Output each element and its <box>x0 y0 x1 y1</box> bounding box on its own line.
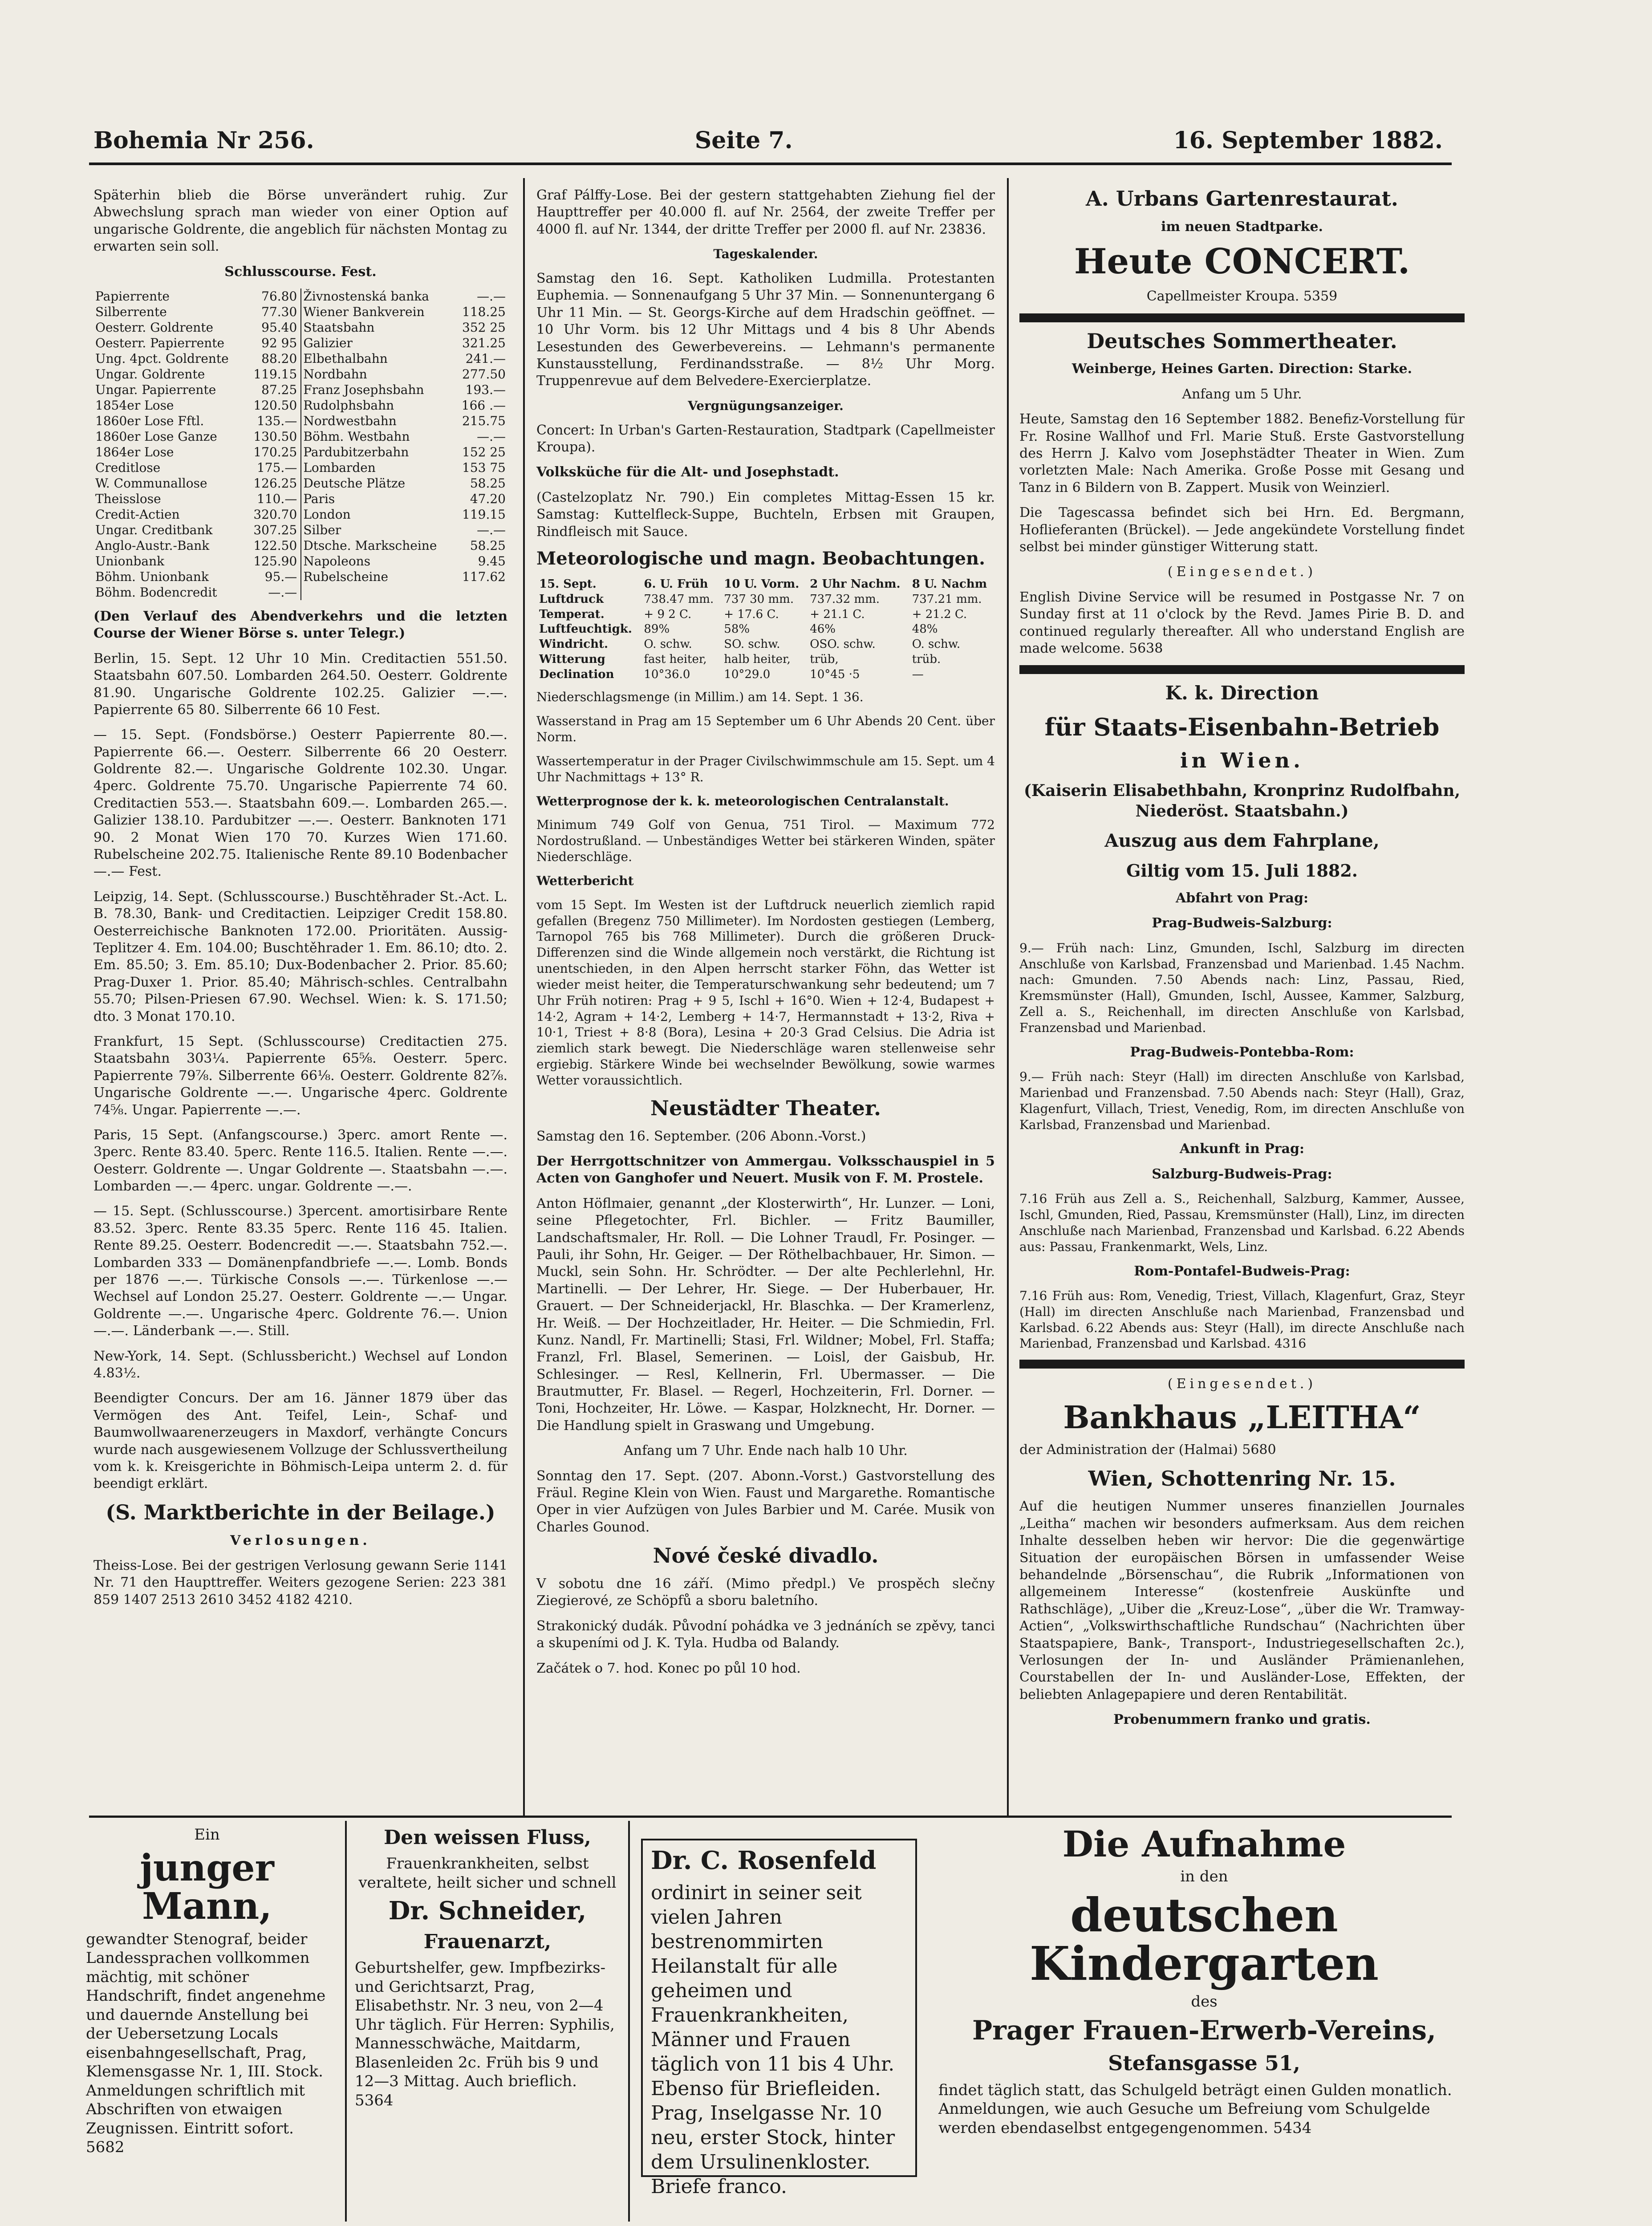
kurs-value: 87.25 <box>246 382 301 398</box>
kurs-value: 241.— <box>465 351 506 366</box>
kurs-row <box>93 460 507 475</box>
report-paris-2: — 15. Sept. (Schlusscourse.) 3percent. amortisirbare Rente 83.52. 3perc. Rente 83.35 5perc. Rente 116 45. Italien. Rente 89.25. Oesterr. Bodencredit —.—. Staatsbahn 752.—. Lombarden 333 — Domänenpfandbriefe —.—. Lomb. Bonds per 1876 —.—. Türkische Consols —.—. Türkenlose —.— Wechsel auf London 25.27. Oesterr. Goldrente —.— Ungar. Goldrente —.—. Ungarische 4perc. Goldrente 76.—. Union —.—. Länderbank —.—. Still. <box>93 1203 507 1339</box>
meteo-cell: Windricht. <box>539 638 609 651</box>
kk-route-2-times: 9.— Früh nach: Steyr (Hall) im directen Anschluße von Karlsbad, Marienbad und Franzensbad. 7.50 Abends nach: Steyr (Hall), Graz, Klagenfurt, Villach, Triest, Venedig, Rom, im directen Anschluße von Karlsbad, Franzensbad und Marienbad. <box>1019 1069 1465 1132</box>
kurs-value: 119.15 <box>246 366 301 382</box>
kurs-value: 126.25 <box>246 475 301 491</box>
kurs-value <box>455 585 507 600</box>
kk-ankunft: Ankunft in Prag: <box>1179 1141 1305 1157</box>
kurs-name: 1864er Lose <box>95 444 174 459</box>
boerse-intro: Späterhin blieb die Börse unverändert ruhig. Zur Abwechslung sprach man wieder von einer Option auf ungarische Goldrente, die angeblich für nächsten Montag zu erwarten sein soll. <box>93 187 507 255</box>
kurs-row <box>93 335 507 351</box>
ad-kindergarten <box>930 1821 1478 2222</box>
meteo-header-cell: 10 U. Vorm. <box>724 577 800 591</box>
meteo-row <box>536 622 995 637</box>
kurs-name: Anglo-Austr.-Bank <box>95 538 210 553</box>
ad4-headline: Die Aufnahme <box>1062 1823 1346 1865</box>
kurs-name: Silber <box>303 522 341 537</box>
kk-route-1: Prag-Budweis-Salzburg: <box>1152 915 1332 931</box>
urban-subtitle: im neuen Stadtparke. <box>1161 219 1323 235</box>
ceske-divadlo-date: V sobotu dne 16 září. (Mimo předpl.) Ve prospěch slečny Ziegierové, ze Schöpfů a sboru baletního. <box>536 1576 995 1609</box>
kurs-value: 120.50 <box>246 398 301 413</box>
ad1-headline: junger Mann, <box>140 1846 274 1928</box>
kurs-value: —.— <box>246 585 301 600</box>
kurs-row <box>93 491 507 507</box>
kurs-value: 110.— <box>246 491 301 507</box>
meteo-cell: Temperat. <box>539 607 605 621</box>
kk-fahrplan: Auszug aus dem Fahrplane, <box>1104 830 1380 852</box>
meteo-cell: 738.47 mm. <box>644 592 714 606</box>
kurs-name: Galizier <box>303 335 353 350</box>
kurs-title: Schlusscourse. Fest. <box>224 264 377 280</box>
kurs-name: London <box>303 507 351 522</box>
header-center: Seite 7. <box>694 126 793 154</box>
kurs-value: 152 25 <box>462 444 506 459</box>
meteo-cell: 10°36.0 <box>644 667 690 681</box>
theater-cast: Anton Höflmaier, genannt „der Klosterwirth“, Hr. Lunzer. — Loni, seine Pflegetochter, Frl. Bichler. — Fritz Baumiller, Landschaftsmaler, Hr. Roll. — Die Lohner Traudl, Fr. Posinger. — Pauli, ihr Sohn, Hr. Geiger. — Der Röthelbachbauer, Hr. Simon. — Muckl, sein Sohn. Hr. Schrödter. — Der alte Pechlerlehnl, Hr. Martinelli. — Der Lehrer, Hr. Siege. — Der Huberbauer, Hr. Grauert. — Der Schneiderjackl, Hr. Blaschka. — Der Kramerlenz, Hr. Weiß. — Der Hochzeitlader, Hr. Heiter. — Die Schmiedin, Frl. Kunz. Nandl, Fr. Martinelli; Stasi, Frl. Wildner; Mobel, Frl. Staffa; Franzl, Frl. Blasel, Semerinen. — Loisl, der Gaisbub, Hr. Schlesinger. — Resl, Kellnerin, Frl. Ubermasser. — Die Brautmutter, Fr. Blasel. — Regerl, Hochzeiterin, Frl. Dorner. — Toni, Hochzeiter, Hr. Löwe. — Kaspar, Holzknecht, Hr. Dorner. — Die Handlung spielt in Graswang und Umgebung. <box>536 1195 995 1434</box>
eingesendet-label-2: (Eingesendet.) <box>1167 1376 1317 1392</box>
column-finance <box>93 187 507 1816</box>
kurs-table <box>93 288 507 600</box>
kurs-value: 125.90 <box>246 553 301 569</box>
kurs-value: 58.25 <box>470 475 506 491</box>
ad2-title: Frauenarzt, <box>423 1930 552 1954</box>
meteo-header-cell: 8 U. Nachm <box>912 577 987 591</box>
urban-capellmeister: Capellmeister Kroupa. 5359 <box>1146 288 1338 305</box>
kurs-row <box>93 538 507 553</box>
meteo-cell: O. schw. <box>644 638 692 651</box>
kk-route-2: Prag-Budweis-Pontebba-Rom: <box>1130 1044 1354 1060</box>
kurs-value: 215.75 <box>462 413 506 428</box>
kurs-name: Oesterr. Goldrente <box>95 320 214 335</box>
report-newyork: New-York, 14. Sept. (Schlussbericht.) Wechsel auf London 4.83½. <box>93 1348 507 1381</box>
kurs-value: 166 .— <box>461 398 506 413</box>
kk-route-3-times: 7.16 Früh aus Zell a. S., Reichenhall, Salzburg, Kammer, Aussee, Ischl, Gmunden, Ried, Passau, Kremsmünster (Hall), Linz, im directen Anschluße nach Marienbad, Franzensbad und Karlsbad. 6.22 Abends aus: Passau, Frankenmarkt, Wels, Linz. <box>1019 1191 1465 1254</box>
divider-bar <box>1019 665 1465 674</box>
ceske-divadlo-time: Začátek o 7. hod. Konec po půl 10 hod. <box>536 1660 801 1676</box>
kk-wien: in Wien. <box>1180 748 1304 773</box>
meteo-cell: Declination <box>539 667 614 681</box>
kurs-value: 92 95 <box>246 335 301 351</box>
kurs-name: Nordbahn <box>303 366 367 382</box>
kurs-row <box>93 585 507 600</box>
kurs-row <box>93 553 507 569</box>
kurs-row <box>93 320 507 335</box>
kk-route-3: Salzburg-Budweis-Prag: <box>1152 1166 1332 1182</box>
kurs-name: Credit-Actien <box>95 507 180 522</box>
meteo-cell: 737 30 mm. <box>724 592 794 606</box>
meteo-cell: 737.32 mm. <box>810 592 880 606</box>
kurs-name: Rubelscheine <box>303 569 389 584</box>
kurs-row <box>93 429 507 444</box>
ceske-divadlo-play: Strakonický dudák. Původní pohádka ve 3 jednáních se zpěvy, tanci a skupeními od J. K. Tyla. Hudba od Balandy. <box>536 1618 995 1651</box>
meteo-cell: OSO. schw. <box>810 638 876 651</box>
meteo-cell: + 21.1 C. <box>810 607 865 621</box>
kurs-value: 321.25 <box>462 335 506 350</box>
bankhaus-probenummern: Probenummern franko und gratis. <box>1113 1712 1371 1728</box>
kurs-value: —.— <box>477 288 506 304</box>
meteo-cell: 46% <box>810 622 836 636</box>
ad4-kindergarten: deutschen Kindergarten <box>1030 1887 1379 1991</box>
verlosungen-title: Verlosungen. <box>230 1532 371 1548</box>
meteo-cell: 10°45 ·5 <box>810 667 860 681</box>
kurs-row <box>93 507 507 522</box>
meteo-cell: SO. schw. <box>724 638 780 651</box>
sommertheater-start: Anfang um 5 Uhr. <box>1182 386 1302 402</box>
kurs-name <box>301 585 454 600</box>
kurs-name: Rudolphsbahn <box>303 398 394 413</box>
wetterbericht-title: Wetterbericht <box>536 873 634 888</box>
kurs-row <box>93 475 507 491</box>
header-left: Bohemia Nr 256. <box>93 126 314 154</box>
ad4-text: findet täglich statt, das Schulgeld beträgt einen Gulden monatlich. Anmeldungen, wie auch Gesuche um Befreiung vom Schulgelde werden ebendaselbst entgegengenommen. 5434 <box>938 2081 1452 2137</box>
tageskalender-text: Samstag den 16. Sept. Katholiken Ludmilla. Protestanten Euphemia. — Sonnenaufgang 5 Uhr 37 Min. — Sonnenuntergang 6 Uhr 11 Min. — St. Georgs-Kirche auf dem Hradschin geöffnet. — 10 Uhr Vorm. bis 12 Uhr Mittags und 4 bis 8 Uhr Abends Lesestunden des Gewerbevereins. — Lehmann's permanente Kunstausstellung, Ferdinandsstraße. — 8½ Uhr Morg. Truppenrevue auf dem Belvedere-Exercierplatze. <box>536 271 995 389</box>
wetterprognose-title: Wetterprognose der k. k. meteorologischen Centralanstalt. <box>536 793 949 808</box>
kk-route-4: Rom-Pontafel-Budweis-Prag: <box>1134 1263 1350 1279</box>
kurs-name: Böhm. Westbahn <box>303 429 410 444</box>
ad1-text: gewandter Stenograf, beider Landessprachen vollkommen mächtig, mit schöner Handschrift, findet angenehme und dauernde Anstellung bei der Uebersetzung Locals eisenbahngesellschaft, Prag, Klemensgasse Nr. 1, III. Stock. Anmeldungen schriftlich mit Abschriften von etwaigen Zeugnissen. Eintritt sofort. 5682 <box>86 1930 326 2157</box>
kurs-name: W. Communallose <box>95 475 207 491</box>
kurs-name: Silberrente <box>95 304 167 319</box>
meteo-cell: Luftfeuchtigk. <box>539 622 632 636</box>
kk-route-4-times: 7.16 Früh aus: Rom, Venedig, Triest, Villach, Klagenfurt, Graz, Steyr (Hall) im directen Anschluße nach Marienbad, Franzensbad und Karlsbad. 6.22 Abends aus: Steyr (Hall), im directe Anschluße nach Marienbad, Franzensbad und Karlsbad. 4316 <box>1019 1288 1465 1351</box>
meteo-cell: 737.21 mm. <box>912 592 982 606</box>
wetterbericht-text: vom 15 Sept. Im Westen ist der Luftdruck neuerlich ziemlich rapid gefallen (Bregenz 750 Millimeter). Im Nordosten gestiegen (Lemberg, Tarnopol 765 bis 768 Millimeter). Durch die größeren Druck-Differenzen sind die Winde allgemein noch verstärkt, die Richtung ist unentschieden, in den Alpen herrscht starker Föhn, das Wetter ist wieder meist heiter, die Temperaturschwankung sehr bedeutend; um 7 Uhr Früh notiren: Prag + 9 5, Ischl + 16°0. Wien + 12·4, Budapest + 14·2, Agram + 14·2, Lemberg + 14·7, Hermannstadt + 13·2, Riva + 10·1, Triest + 8·8 (Bora), Lesina + 20·3 Grad Celsius. Die Adria ist ziemlich stark bewegt. Die Niederschläge waren stellenweise sehr ergiebig. Stärkere Winde bei wechselnder Bewölkung, sowie warmes Wetter voraussichtlich. <box>536 897 995 1088</box>
ad2-text: Geburtshelfer, gew. Impfbezirks- und Gerichtsarzt, Prag, Elisabethstr. Nr. 3 neu, von 2—4 Uhr täglich. Für Herren: Syphilis, Mannesschwäche, Maitdarm, Blasenleiden 2c. Früh bis 9 und 12—3 Mittag. Auch brieflich. 5364 <box>355 1959 615 2109</box>
meteo-row <box>536 607 995 622</box>
kurs-value: 58.25 <box>470 538 506 553</box>
kurs-value: 95.— <box>246 569 301 585</box>
kurs-row <box>93 382 507 398</box>
vergnuegung-text: Concert: In Urban's Garten-Restauration, Stadtpark (Capellmeister Kroupa). <box>536 422 995 455</box>
kurs-value: —.— <box>477 522 506 537</box>
kurs-value: 88.20 <box>246 351 301 366</box>
meteo-row <box>536 592 995 607</box>
report-paris: Paris, 15 Sept. (Anfangscourse.) 3perc. amort Rente —. 3perc. Rente 83.40. 5perc. Rente 116.5. Italien. Rente —.—. Oesterr. Goldrente —. Ungar Goldrente —. Staatsbahn —.—. Lombarden —.— 4perc. ungar. Goldrente —.—. <box>93 1127 507 1194</box>
meteo-cell: O. schw. <box>912 638 961 651</box>
ad-junger-mann <box>78 1821 336 2222</box>
urban-concert: Heute CONCERT. <box>1074 241 1410 282</box>
kurs-name: Deutsche Plätze <box>303 475 406 491</box>
report-frankfurt: Frankfurt, 15 Sept. (Schlusscourse) Creditactien 275. Staatsbahn 303¼. Papierrente 65⅝. Oesterr. 5perc. Papierrente 79⅞. Silberrente 66⅛. Oesterr. Goldrente 82⅞. Ungarische Goldrente —.—. Ungarische 4perc. Goldrente 74⅝. Ungar. Papierrente —.—. <box>93 1033 507 1118</box>
meteo-header-cell: 6. U. Früh <box>644 577 708 591</box>
notice-concurs: Beendigter Concurs. Der am 16. Jänner 1879 über das Vermögen des Ant. Teifel, Lein-, Schaf- und Baumwollwaarenerzeugers in Maxdorf, verhängte Concurs wurde nach ausgewiesenem Vollzuge der Schlussvertheilung vom k. k. Kreisgerichte in Böhmisch-Leipa unterm 2. d. für beendigt erklärt. <box>93 1390 507 1492</box>
ad1-ein: Ein <box>194 1826 220 1844</box>
kurs-value: 170.25 <box>246 444 301 460</box>
bankhaus-text: Auf die heutigen Nummer unseres finanziellen Journales „Leitha“ machen wir besonders aufmerksam. Aus dem reichen Inhalte desselben heben wir hervor: Die die gegenwärtige Situation der europäischen Börsen in umfassender Weise behandelnde „Börsenschau“, die Rubrik „Informationen von allgemeinem Interesse“ (kostenfreie Auskünfte und Rathschläge), „Uiber die „Kreuz-Lose“, „über die Wr. Tramway-Actien“, „Volkswirthschaftliche Rundschau“ (Nachrichten über Staatspapiere, Bank-, Transport-, Industriegesellschaften 2c.), Verlosungen der In- und Ausländer Prämienanlehen, Courstabellen der In- und Ausländer-Lose, Effekten, der beliebten Anlagepapiere und deren Rentabilität. <box>1019 1499 1465 1702</box>
meteo-wassertemperatur: Wassertemperatur in der Prager Civilschwimmschule am 15. Sept. um 4 Uhr Nachmittags + 13° R. <box>536 753 995 784</box>
meteo-table <box>536 577 995 682</box>
divider-bar <box>1019 313 1465 322</box>
kurs-value: 193.— <box>465 382 506 397</box>
header-right: 16. September 1882. <box>1173 126 1443 154</box>
meteo-cell: fast heiter, <box>644 652 707 666</box>
meteo-row <box>536 652 995 667</box>
urban-title: A. Urbans Gartenrestaurat. <box>1086 187 1398 211</box>
kurs-value: 119.15 <box>462 507 506 522</box>
ad4-address: Stefansgasse 51, <box>1108 2051 1300 2076</box>
report-berlin: Berlin, 15. Sept. 12 Uhr 10 Min. Creditactien 551.50. Staatsbahn 607.50. Lombarden 264.50. Oesterr. Goldrente 81.90. Ungarische Goldrente 102.25. Galizier —.—. Papierrente 65 80. Silberrente 66 10 Fest. <box>93 650 507 718</box>
meteo-cell: — <box>912 667 924 681</box>
kurs-value: 76.80 <box>246 288 301 304</box>
kurs-value: 130.50 <box>246 429 301 444</box>
theater-play: Der Herrgottschnitzer von Ammergau. Volksschauspiel in 5 Acten von Ganghofer und Neuert. Musik von F. M. Prostele. <box>536 1153 995 1186</box>
eingesendet-label: (Eingesendet.) <box>1167 564 1317 580</box>
kurs-value: 307.25 <box>246 522 301 538</box>
page-header <box>93 120 1443 160</box>
column-advertisements <box>1019 187 1465 1816</box>
kurs-name: Wiener Bankverein <box>303 304 425 319</box>
theater-time: Anfang um 7 Uhr. Ende nach halb 10 Uhr. <box>624 1443 908 1459</box>
kurs-name: Dtsche. Markscheine <box>303 538 437 553</box>
kurs-name: Ungar. Creditbank <box>95 522 213 537</box>
kurs-name: Papierrente <box>95 288 170 304</box>
kurs-row <box>93 413 507 429</box>
ad4-in-den: in den <box>1180 1868 1228 1885</box>
ad2-headline: Den weissen Fluss, <box>384 1826 591 1849</box>
kurs-value: —.— <box>477 429 506 444</box>
bankhaus-admin: der Administration der (Halmai) 5680 <box>1019 1442 1276 1458</box>
kurs-name: Ungar. Papierrente <box>95 382 216 397</box>
header-rule <box>89 162 1452 165</box>
kurs-value: 118.25 <box>462 304 506 319</box>
theater-sunday: Sonntag den 17. Sept. (207. Abonn.-Vorst.) Gastvorstellung des Fräul. Regine Klein von Wien. Faust und Margarethe. Romantische Oper in vier Aufzügen von Jules Barbier und M. Carée. Musik von Charles Gounod. <box>536 1468 995 1535</box>
palffy-lose: Graf Pálffy-Lose. Bei der gestern stattgehabten Ziehung fiel der Haupttreffer per 40.000 fl. auf Nr. 2564, der zweite Treffer per 4000 fl. auf Nr. 1344, der dritte Treffer per 2000 fl. auf Nr. 23836. <box>536 187 995 237</box>
english-service: English Divine Service will be resumed in Postgasse Nr. 7 on Sunday first at 11 o'clock by the Revd. James Pirie B. D. and continued regularly thereafter. All who understand English are made welcome. 5638 <box>1019 589 1465 656</box>
kurs-name: Pardubitzerbahn <box>303 444 409 459</box>
kk-giltig: Giltig vom 15. Juli 1882. <box>1126 861 1358 881</box>
kurs-row <box>93 304 507 320</box>
kurs-value: 277.50 <box>462 366 506 382</box>
kurs-name: Franz Josephsbahn <box>303 382 424 397</box>
kurs-row <box>93 288 507 304</box>
kurs-value: 77.30 <box>246 304 301 320</box>
kurs-name: Theisslose <box>95 491 161 506</box>
report-berlin-2: — 15. Sept. (Fondsbörse.) Oesterr Papierrente 80.—. Papierrente 66.—. Oesterr. Silberrente 66 20 Oesterr. Goldrente 82.—. Ungarische Goldrente 102.30. Ungar. 4perc. Goldrente 75.70. Ungarische Papierrente 74 60. Creditactien 553.—. Staatsbahn 609.—. Lombarden 265.—. Galizier 138.10. Pardubitzer —.—. Oesterr. Banknoten 171 90. 2 Monat Wien 170 70. Kurzes Wien 171.60. Rubelscheine 202.75. Italienische Rente 89.10 Bodenbacher —.— Fest. <box>93 727 507 880</box>
theater-date: Samstag den 16. September. (206 Abonn.-Vorst.) <box>536 1128 866 1144</box>
bankhaus-address: Wien, Schottenring Nr. 15. <box>1088 1466 1396 1491</box>
sommertheater-cassa: Die Tagescassa befindet sich bei Hrn. Ed. Bergmann, Hoflieferanten (Brückel). — Jede angekündete Vorstellung findet selbst bei minder günstiger Witterung statt. <box>1019 505 1465 555</box>
meteo-cell: 48% <box>912 622 938 636</box>
marktberichte-note: (S. Marktberichte in der Beilage.) <box>106 1500 495 1524</box>
kurs-name: 1860er Lose Fftl. <box>95 413 204 428</box>
divider-bar <box>1019 1360 1465 1369</box>
meteo-cell: + 17.6 C. <box>724 607 779 621</box>
kurs-name: Nordwestbahn <box>303 413 397 428</box>
kurs-name: Unionbank <box>95 553 165 569</box>
kk-abfahrt: Abfahrt von Prag: <box>1175 890 1309 906</box>
meteo-wasserstand: Wasserstand in Prag am 15 September um 6 Uhr Abends 20 Cent. über Norm. <box>536 714 995 745</box>
ad3-text: ordinirt in seiner seit vielen Jahren bestrenommirten Heilanstalt für alle geheimen und Frauenkrankheiten, Männer und Frauen täglich von 11 bis 4 Uhr. Ebenso für Briefleiden. Prag, Inselgasse Nr. 10 neu, erster Stock, hinter dem Ursulinenkloster. Briefe franco. <box>651 1881 895 2198</box>
volkskueche-title: Volksküche für die Alt- und Josephstadt. <box>536 464 839 480</box>
kurs-value: 320.70 <box>246 507 301 522</box>
kurs-name: Oesterr. Papierrente <box>95 335 225 350</box>
kk-staatseisenbahn: für Staats-Eisenbahn-Betrieb <box>1044 713 1440 742</box>
kurs-row <box>93 444 507 460</box>
kurs-row <box>93 398 507 413</box>
meteo-title: Meteorologische und magn. Beobachtungen. <box>536 548 985 569</box>
kurs-name: Böhm. Unionbank <box>95 569 209 584</box>
kurs-name: 1854er Lose <box>95 398 174 413</box>
kurs-name: Ung. 4pct. Goldrente <box>95 351 229 366</box>
kurs-name: Creditlose <box>95 460 161 475</box>
report-leipzig: Leipzig, 14. Sept. (Schlusscourse.) Buschtěhrader St.-Act. L. B. 78.30, Bank- und Creditactien. Leipziger Credit 158.80. Oesterreichische Banknoten 172.00. Prioritäten. Aussig-Teplitzer 4. Em. 104.00; Buschtěhrader 1. Em. 86.10; dto. 2. Em. 85.50; 3. Em. 85.10; Dux-Bodenbacher 2. Prior. 85.60; Prag-Duxer 1. Prior. 85.40; Mährisch-schles. Centralbahn 55.70; Pilsen-Priesen 67.90. Wechsel. Wien: k. S. 171.50; dto. 3 Monat 170.10. <box>93 889 507 1024</box>
kurs-value: 95.40 <box>246 320 301 335</box>
kurs-name: Paris <box>303 491 335 506</box>
kurs-row <box>93 351 507 366</box>
kurs-value: 135.— <box>246 413 301 429</box>
kurs-name: Živnostenská banka <box>303 288 429 304</box>
kurs-name: Ungar. Goldrente <box>95 366 205 382</box>
kurs-name: Lombarden <box>303 460 376 475</box>
meteo-niederschlag: Niederschlagsmenge (in Millim.) am 14. Sept. 1 36. <box>536 690 864 705</box>
ad2-sub: Frauenkrankheiten, selbst veraltete, heilt sicher und schnell <box>358 1855 617 1892</box>
sommertheater-program: Heute, Samstag den 16 September 1882. Benefiz-Vorstellung für Fr. Rosine Wallhof und Frl. Marie Stuß. Erste Gastvorstellung des Herrn J. Kalvo vom Josephstädter Theater in Wien. Zum vorletzten Male: Nach Amerika. Große Posse mit Gesang und Tanz in 6 Bildern von B. Zappert. Musik von Weinzierl. <box>1019 411 1465 496</box>
column-rule-2 <box>1007 178 1009 1816</box>
kurs-row <box>93 522 507 538</box>
meteo-cell: 58% <box>724 622 750 636</box>
ceske-divadlo-title: Nové české divadlo. <box>653 1544 879 1568</box>
meteo-cell: + 9 2 C. <box>644 607 692 621</box>
meteo-header-cell: 2 Uhr Nachm. <box>810 577 901 591</box>
column-rule-1 <box>523 178 525 1816</box>
kurs-name: Böhm. Bodencredit <box>95 585 217 600</box>
kurs-value: 9.45 <box>478 553 506 569</box>
kk-direction: K. k. Direction <box>1165 682 1319 704</box>
meteo-cell: + 21.2 C. <box>912 607 967 621</box>
kurs-value: 352 25 <box>462 320 506 335</box>
meteo-cell: trüb. <box>912 652 941 666</box>
neustaedter-theater-title: Neustädter Theater. <box>650 1096 881 1120</box>
ad4-verein: Prager Frauen-Erwerb-Vereins, <box>972 2015 1436 2047</box>
sommertheater-title: Deutsches Sommertheater. <box>1087 329 1397 353</box>
kk-lines: (Kaiserin Elisabethbahn, Kronprinz Rudolfbahn, Niederöst. Staatsbahn.) <box>1023 781 1461 821</box>
kurs-value: 153 75 <box>462 460 506 475</box>
meteo-row <box>536 667 995 682</box>
meteo-cell: Witterung <box>539 652 605 666</box>
kurs-value: 47.20 <box>470 491 506 506</box>
ad2-name: Dr. Schneider, <box>388 1896 587 1925</box>
volkskueche-text: (Castelzoplatz Nr. 790.) Ein completes Mittag-Essen 15 kr. Samstag: Kuttelfleck-Suppe, Buchteln, Erbsen mit Graupen, Rindfleisch mit Sauce. <box>536 489 995 540</box>
verlosungen-text: Theiss-Lose. Bei der gestrigen Verlosung gewann Serie 1141 Nr. 71 den Haupttreffer. Weiters gezogene Serien: 223 381 859 1407 2513 2610 3452 4182 4210. <box>93 1557 507 1608</box>
kk-route-1-times: 9.— Früh nach: Linz, Gmunden, Ischl, Salzburg im directen Anschluße von Karlsbad, Franzensbad und Marienbad. 1.45 Nachm. nach: Gmunden. 7.50 Abends nach: Linz, Passau, Ried, Kremsmünster (Hall), Gmunden, Ischl, Aussee, Kammer, Salzburg, Zell a. S., Reichenhall, im directen Anschluße von Karlsbad, Franzensbad und Marienbad. <box>1019 940 1465 1035</box>
kurs-value: 175.— <box>246 460 301 475</box>
kurs-value: 122.50 <box>246 538 301 553</box>
kurs-row <box>93 569 507 585</box>
bankhaus-leitha-title: Bankhaus „LEITHA“ <box>1063 1398 1421 1436</box>
vergnuegung-title: Vergnügungsanzeiger. <box>688 398 844 413</box>
meteo-row <box>536 637 995 652</box>
ad3-name: Dr. C. Rosenfeld <box>651 1846 877 1875</box>
ad4-des: des <box>1191 1992 1218 2011</box>
kurs-row <box>93 366 507 382</box>
kurs-name: Elbethalbahn <box>303 351 388 366</box>
sommertheater-subtitle: Weinberge, Heines Garten. Direction: Starke. <box>1072 361 1413 377</box>
kurs-name: 1860er Lose Ganze <box>95 429 217 444</box>
kurs-name: Staatsbahn <box>303 320 375 335</box>
meteo-cell: 10°29.0 <box>724 667 771 681</box>
meteo-cell: trüb, <box>810 652 839 666</box>
meteo-header-cell: 15. Sept. <box>539 577 597 591</box>
ad-dr-schneider <box>345 1821 630 2222</box>
meteo-cell: Luftdruck <box>539 592 604 606</box>
kurs-name: Napoleons <box>303 553 371 569</box>
column-local <box>536 187 995 1816</box>
ad-dr-rosenfeld <box>641 1839 917 2198</box>
wetterprognose-text: Minimum 749 Golf von Genua, 751 Tirol. — Maximum 772 Nordostrußland. — Unbeständiges Wetter bei stärkeren Winden, später Niederschläge. <box>536 817 995 865</box>
meteo-cell: halb heiter, <box>724 652 791 666</box>
kurs-value: 117.62 <box>462 569 506 584</box>
kurs-note: (Den Verlauf des Abendverkehrs und die letzten Course der Wiener Börse s. unter Telegr.) <box>93 608 507 642</box>
tageskalender-title: Tageskalender. <box>713 247 818 262</box>
meteo-cell: 89% <box>644 622 670 636</box>
